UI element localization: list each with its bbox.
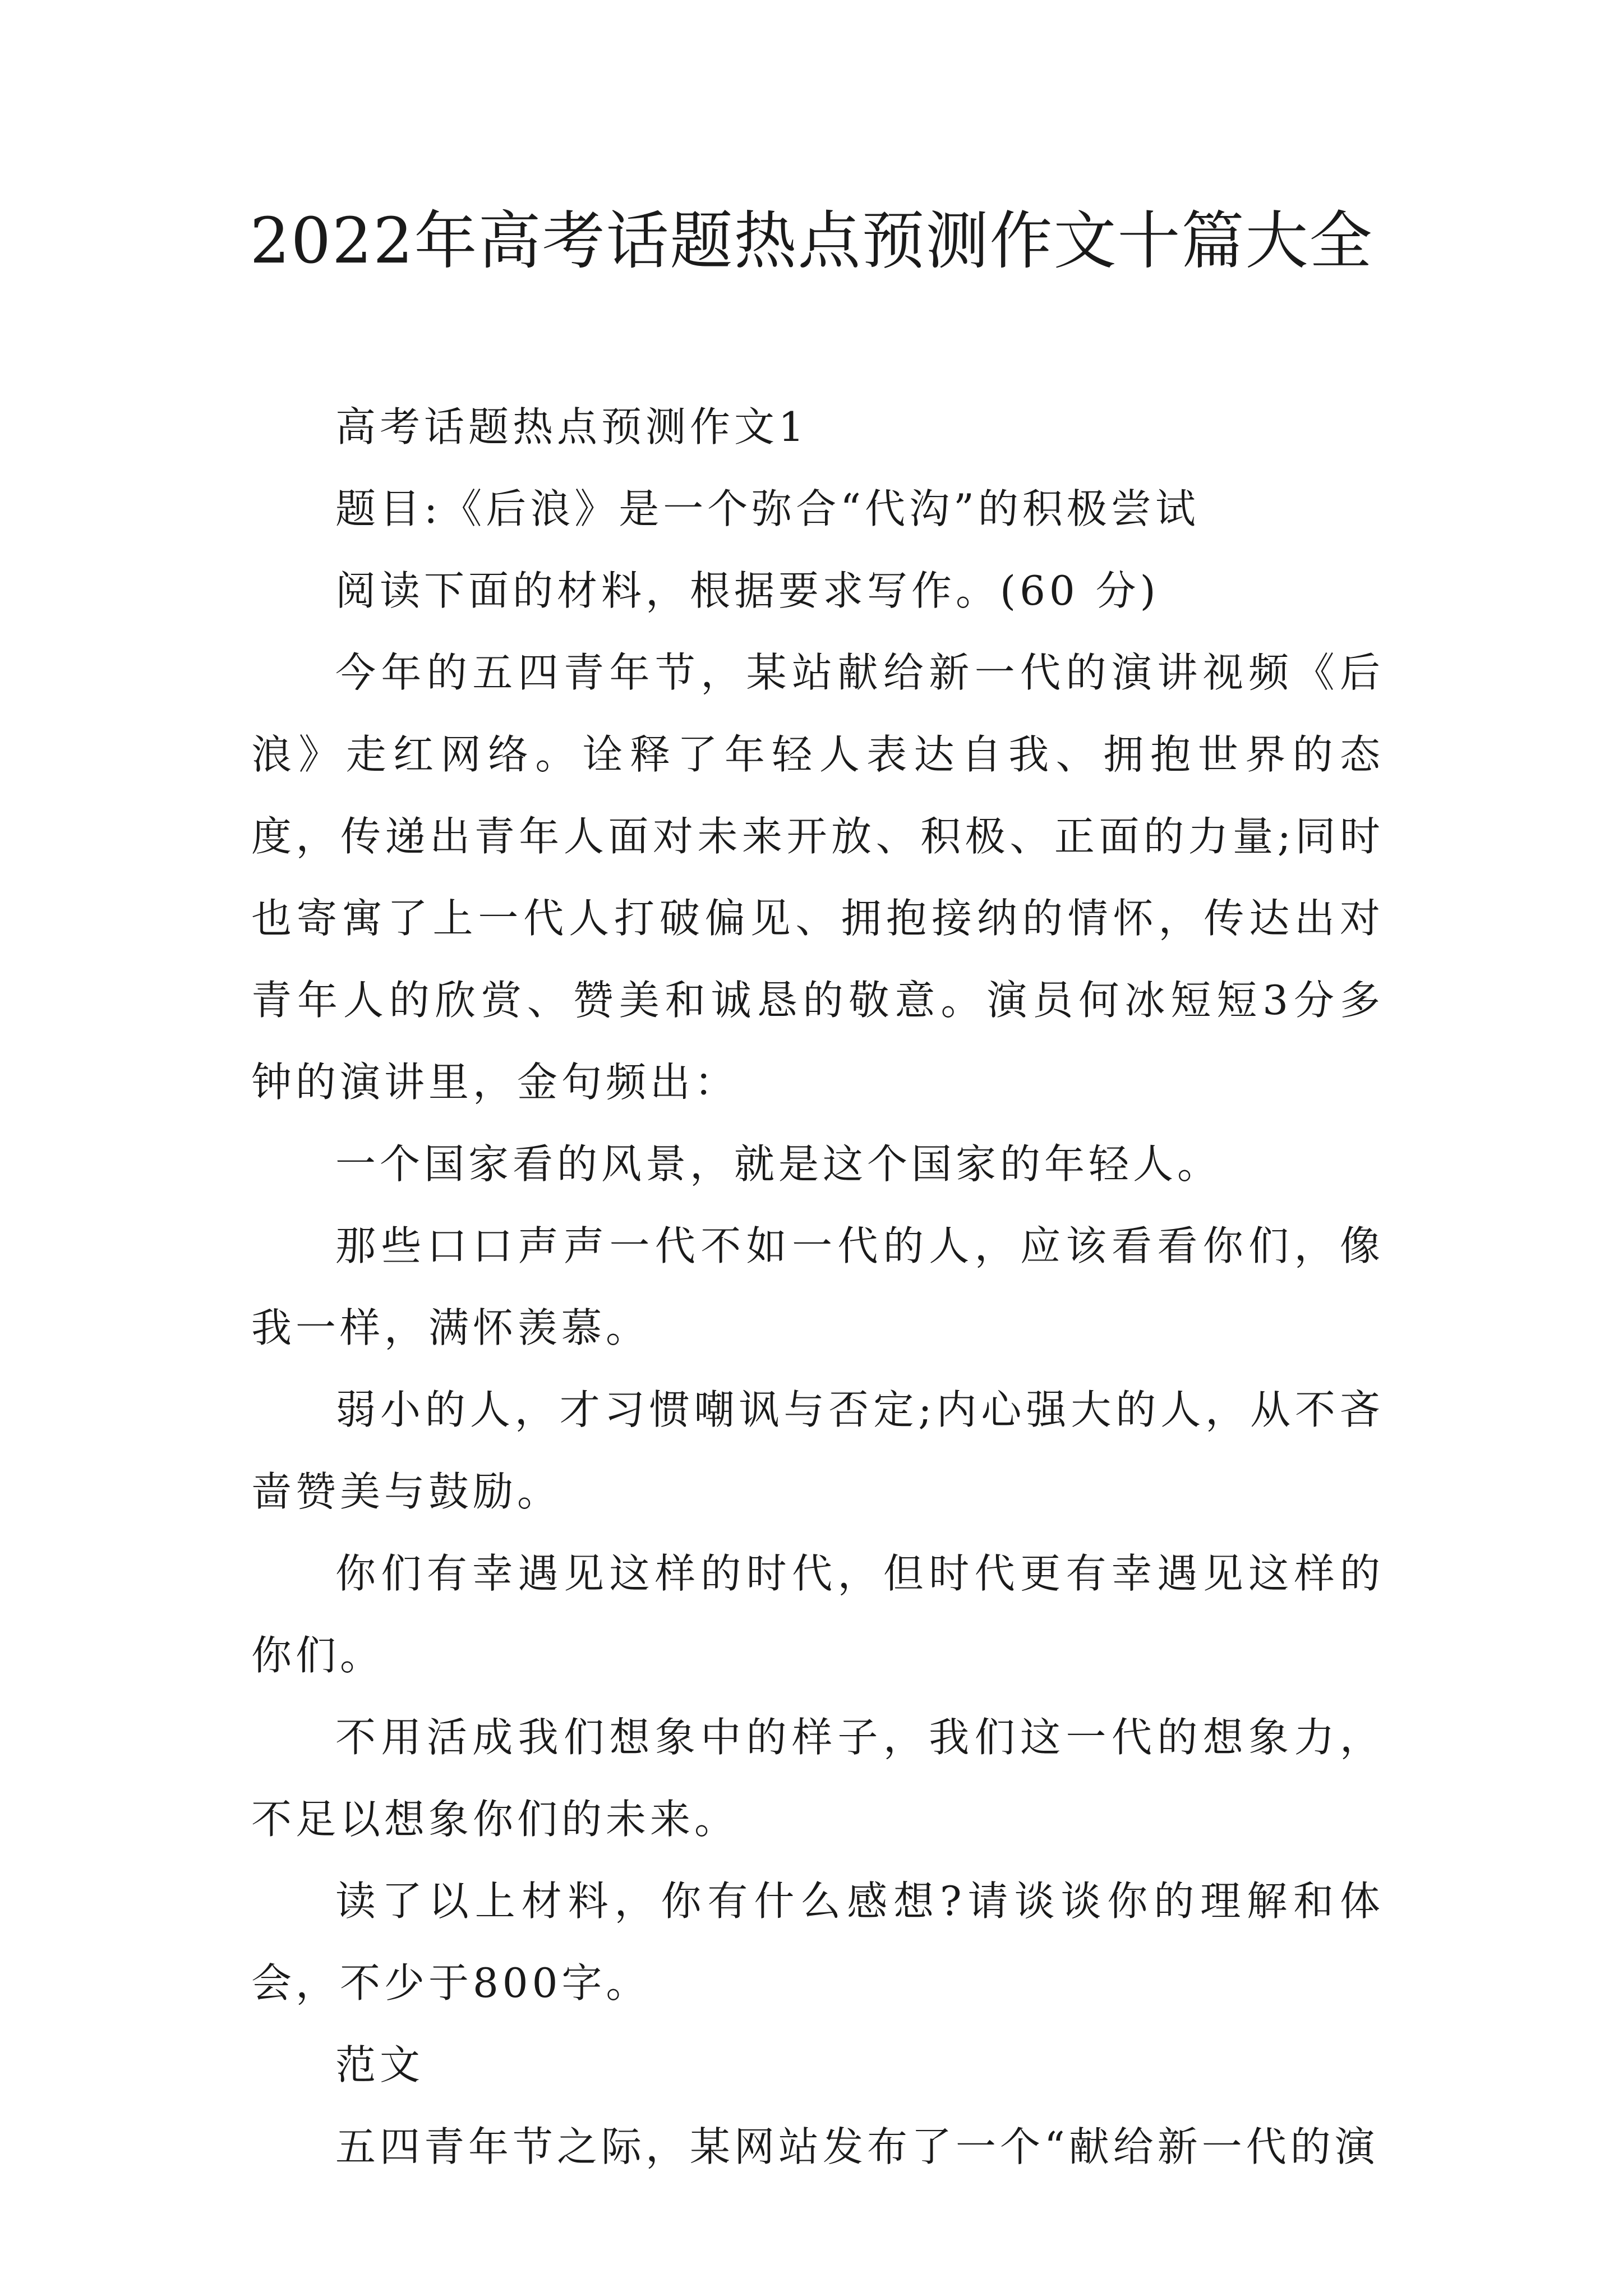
sample-essay-paragraph: 五四青年节之际，某网站发布了一个“献给新一代的演 <box>335 2123 1379 2170</box>
document-title: 2022年高考话题热点预测作文十篇大全 <box>250 205 1373 278</box>
quote-paragraph: 你们有幸遇见这样的时代，但时代更有幸遇见这样的你们。 <box>251 1550 1384 1679</box>
material-paragraph: 今年的五四青年节，某站献给新一代的演讲视频《后浪》走红网络。诠释了年轻人表达自我、拥抱世界的态度，传递出青年人面对未来开放、积极、正面的力量;同时也寄寓了上一代人打破偏见、拥抱接纳的情怀，传达出对青年人的欣赏、赞美和诚恳的敬意。演员何冰短短3分多钟的演讲里，金句频出： <box>251 649 1384 1106</box>
sample-essay-label: 范文 <box>335 2041 425 2088</box>
quote-paragraph: 弱小的人，才习惯嘲讽与否定;内心强大的人，从不吝啬赞美与鼓励。 <box>251 1386 1384 1515</box>
instructions-paragraph: 阅读下面的材料，根据要求写作。(60 分) <box>335 567 1160 614</box>
quote-paragraph: 那些口口声声一代不如一代的人，应该看看你们，像我一样，满怀羡慕。 <box>251 1222 1384 1351</box>
quote-paragraph: 一个国家看的风景，就是这个国家的年轻人。 <box>335 1140 1222 1188</box>
prompt-paragraph: 读了以上材料，你有什么感想?请谈谈你的理解和体会，不少于800字。 <box>251 1878 1384 2007</box>
essay-topic: 题目:《后浪》是一个弥合“代沟”的积极尝试 <box>335 485 1200 532</box>
document-body <box>251 386 1384 2188</box>
essay-heading: 高考话题热点预测作文1 <box>335 403 808 450</box>
quote-paragraph: 不用活成我们想象中的样子，我们这一代的想象力，不足以想象你们的未来。 <box>251 1714 1384 1843</box>
